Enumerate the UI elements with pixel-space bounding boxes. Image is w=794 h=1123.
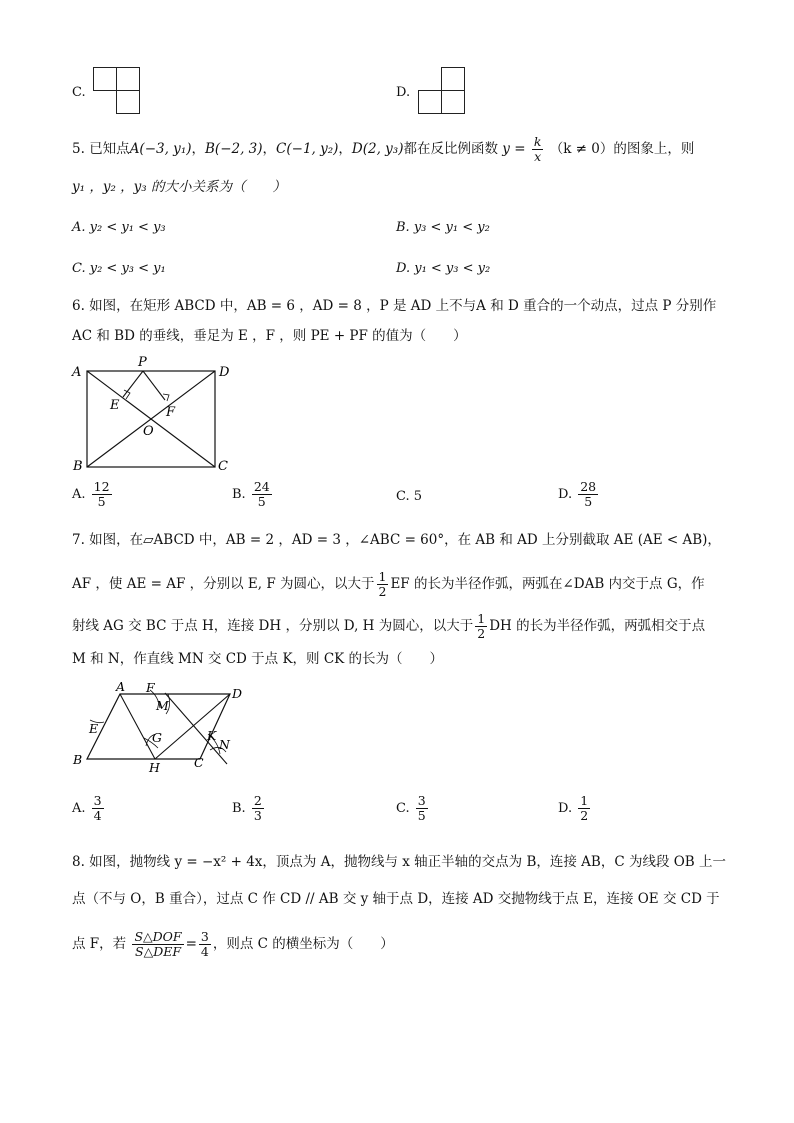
q6-label-f: F: [166, 405, 176, 420]
q7-option-b: B. $\frac{2}{3}$: [232, 793, 262, 823]
q7-label-c: C: [194, 755, 204, 770]
q7-stem-line4: M 和 N，作直线 MN 交 CD 于点 K，则 CK 的长为（ ）: [72, 651, 444, 667]
q4-option-c-figure: [92, 66, 142, 118]
q6-label-e: E: [110, 398, 120, 413]
q6-rectangle-figure: [70, 352, 240, 476]
q6-option-d: D. $\frac{28}{5}$: [558, 479, 597, 509]
q7-stem-line2: AF ，使 AE = AF ，分别以 E, F 为圆心，以大于 $\frac{1}{2}$ EF 的长为半径作弧，两弧在∠DAB 内交于点 G，作: [72, 569, 705, 599]
q7-label-e: E: [89, 721, 99, 736]
q7-label-k: K: [207, 728, 217, 743]
q5-option-c: C. y₂ < y₃ < y₁: [72, 261, 166, 276]
q6-stem-line2: AC 和 BD 的垂线，垂足为 E ，F ，则 PE + PF 的值为（ ）: [72, 328, 467, 344]
q7-label-n: N: [219, 737, 230, 752]
q8-stem-line2: 点（不与 O，B 重合），过点 C 作 CD // AB 交 y 轴于点 D，连接 AD 交抛物线于点 E，连接 OE 交 CD 于: [72, 891, 720, 907]
q6-label-p: P: [138, 355, 147, 370]
q6-label-b: B: [73, 459, 83, 474]
q5-option-d: D. y₁ < y₃ < y₂: [396, 261, 491, 276]
q5-stem-line2: y₁ ，y₂ ，y₃ 的大小关系为（ ）: [72, 179, 286, 195]
q7-label-m: M: [156, 698, 169, 713]
q5-stem-line1: 5. 已知点A(−3, y₁)，B(−2, 3)，C(−1, y₂)，D(2, y₃)都在反比例函数 y = $\frac{k}{x}$ （k ≠ 0）的图象上，则: [72, 134, 695, 164]
q5-option-b: B. y₃ < y₁ < y₂: [396, 220, 490, 235]
q7-stem-line1: 7. 如图，在▱ABCD 中，AB = 2 ，AD = 3 ，∠ABC = 60°，在 AB 和 AD 上分别截取 AE (AE < AB)，: [72, 532, 721, 548]
q7-option-d: D. $\frac{1}{2}$: [558, 793, 589, 823]
q7-label-g: G: [152, 730, 162, 745]
q7-option-c: C. $\frac{3}{5}$: [396, 793, 426, 823]
q5-option-a: A. y₂ < y₁ < y₃: [72, 220, 166, 235]
q8-stem-line1: 8. 如图，抛物线 y = −x² + 4x，顶点为 A，抛物线与 x 轴正半轴的交点为 B，连接 AB，C 为线段 OB 上一: [72, 854, 727, 870]
q4-option-c-label: C.: [72, 85, 86, 100]
q8-area-ratio: $\frac{\text{S△DOF}}{\text{S△DEF}}$: [134, 929, 182, 959]
q7-option-a: A. $\frac{3}{4}$: [72, 793, 102, 823]
q4-option-d-label: D.: [396, 85, 411, 100]
q7-label-d: D: [232, 686, 243, 701]
q6-option-a: A. $\frac{12}{5}$: [72, 479, 110, 509]
q7-label-b: B: [73, 752, 83, 767]
q6-option-b: B. $\frac{24}{5}$: [232, 479, 270, 509]
q6-label-d: D: [219, 365, 230, 380]
q6-label-o: O: [143, 424, 154, 439]
q7-label-a: A: [116, 679, 126, 694]
q7-label-f: F: [146, 680, 155, 695]
q6-stem-line1: 6. 如图，在矩形 ABCD 中，AB = 6 ，AD = 8 ，P 是 AD 上不与A 和 D 重合的一个动点，过点 P 分别作: [72, 298, 717, 314]
q4-option-d-figure: [416, 66, 468, 118]
q6-option-c: C. 5: [396, 489, 423, 504]
q7-stem-line3: 射线 AG 交 BC 于点 H，连接 DH ，分别以 D, H 为圆心，以大于 $\frac{1}{2}$ DH 的长为半径作弧，两弧相交于点: [72, 611, 706, 641]
q6-label-c: C: [218, 459, 228, 474]
q8-stem-line3: 点 F，若 $\frac{\text{S△DOF}}{\text{S△DEF}}$ = $\frac{3}{4}$ ，则点 C 的横坐标为（ ）: [72, 929, 394, 959]
q7-label-h: H: [149, 760, 160, 775]
q5-function-fraction: $\frac{k}{x}$: [533, 134, 542, 164]
q7-parallelogram-figure: [70, 676, 250, 776]
q6-label-a: A: [72, 365, 82, 380]
